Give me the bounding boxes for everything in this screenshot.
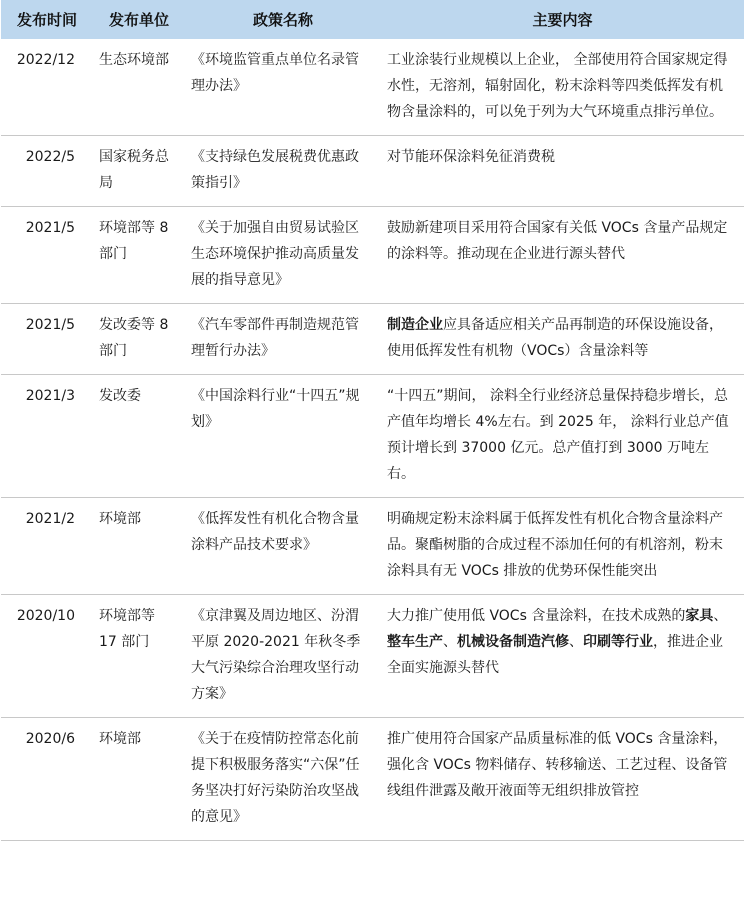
content-bold-text: 制造企业 [387,317,443,333]
cell-date: 2022/5 [1,136,93,207]
cell-content: 鼓励新建项目采用符合国家有关低 VOCs 含量产品规定的涂料等。推动现在企业进行源头替代 [381,207,744,304]
table-row [1,595,744,718]
cell-name: 《支持绿色发展税费优惠政策指引》 [185,136,381,207]
content-part-bold: 整车生产 [387,634,443,650]
cell-unit: 国家税务总局 [93,136,185,207]
table-row [1,718,744,841]
content-part-bold: 机械设备制造汽修 [457,634,569,650]
cell-unit: 环境部 [93,718,185,841]
cell-date: 2021/5 [1,304,93,375]
cell-name: 《京津翼及周边地区、汾渭平原 2020-2021 年秋冬季大气污染综合治理攻坚行动方案》 [185,595,381,718]
cell-content: 推广使用符合国家产品质量标准的低 VOCs 含量涂料，强化含 VOCs 物料储存、转移输送、工艺过程、设备管线组件泄露及敞开液面等无组织排放管控 [381,718,744,841]
table-row [1,39,744,136]
content-part: 大力推广使用低 VOCs 含量涂料，在技术成熟的 [387,608,686,624]
cell-date: 2020/6 [1,718,93,841]
cell-name: 《汽车零部件再制造规范管理暂行办法》 [185,304,381,375]
cell-name: 《低挥发性有机化合物含量涂料产品技术要求》 [185,498,381,595]
content-part: ，推进企业全面实施源头替代 [387,634,723,676]
content-part: 、 [569,634,583,650]
cell-date: 2022/12 [1,39,93,136]
cell-date: 2021/5 [1,207,93,304]
cell-unit: 发改委等 8 部门 [93,304,185,375]
content-text: 应具备适应相关产品再制造的环保设施设备，使用低挥发性有机物（VOCs）含量涂料等 [387,317,723,359]
content-part-bold: 印刷等行业 [583,634,653,650]
cell-content: “十四五”期间， 涂料全行业经济总量保持稳步增长，总产值年均增长 4%左右。到 2025 年， 涂料行业总产值预计增长到 37000 亿元。总产值打到 3000 万吨左右。 [381,375,744,498]
table-row [1,136,744,207]
cell-unit: 环境部 [93,498,185,595]
table-row [1,498,744,595]
content-part: 、 [443,634,457,650]
cell-content: 工业涂装行业规模以上企业， 全部使用符合国家规定得水性，无溶剂，辐射固化，粉末涂料等四类低挥发有机物含量涂料的，可以免于列为大气环境重点排污单位。 [381,39,744,136]
cell-content [381,595,744,718]
cell-content [381,304,744,375]
cell-unit: 环境部等 8 部门 [93,207,185,304]
cell-name: 《关于在疫情防控常态化前提下积极服务落实“六保”任务坚决打好污染防治攻坚战的意见》 [185,718,381,841]
content-part: 、 [713,608,728,624]
cell-unit: 发改委 [93,375,185,498]
cell-content: 对节能环保涂料免征消费税 [381,136,744,207]
cell-name: 《关于加强自由贸易试验区生态环境保护推动高质量发展的指导意见》 [185,207,381,304]
table-header-row [1,0,744,39]
policy-table [1,0,744,841]
cell-date: 2021/3 [1,375,93,498]
table-row [1,304,744,375]
cell-unit: 环境部等 17 部门 [93,595,185,718]
cell-content: 明确规定粉末涂料属于低挥发性有机化合物含量涂料产品。聚酯树脂的合成过程不添加任何的有机溶剂，粉末涂料具有无 VOCs 排放的优势环保性能突出 [381,498,744,595]
table-row [1,375,744,498]
table-row [1,207,744,304]
cell-name: 《环境监管重点单位名录管理办法》 [185,39,381,136]
cell-name: 《中国涂料行业“十四五”规划》 [185,375,381,498]
header-content: 主要内容 [381,0,744,39]
header-name: 政策名称 [185,0,381,39]
cell-unit: 生态环境部 [93,39,185,136]
header-date: 发布时间 [1,0,93,39]
cell-date: 2020/10 [1,595,93,718]
content-part-bold: 家具 [685,608,714,624]
cell-date: 2021/2 [1,498,93,595]
header-unit: 发布单位 [93,0,185,39]
